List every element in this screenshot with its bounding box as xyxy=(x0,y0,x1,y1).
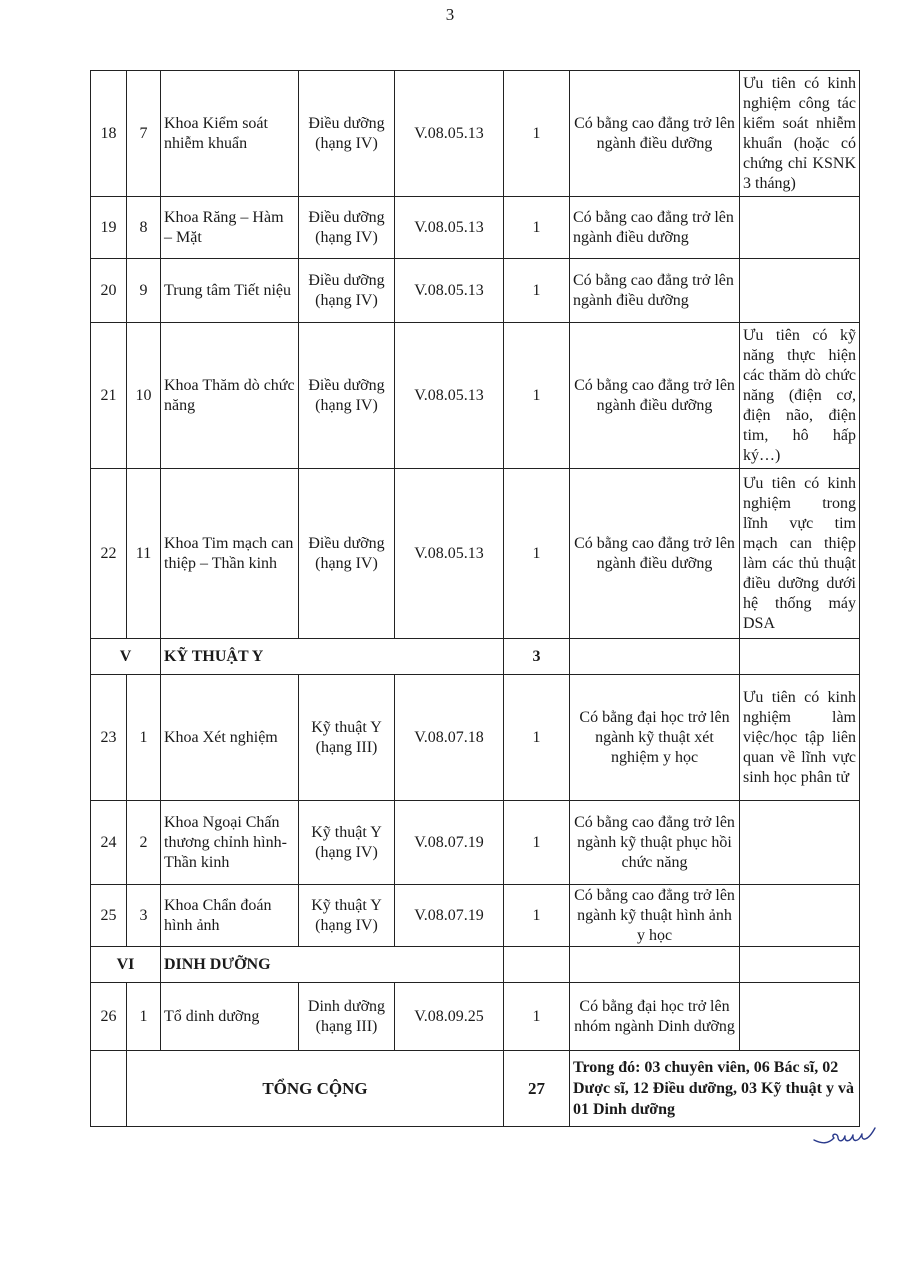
row-quantity: 1 xyxy=(504,983,570,1051)
row-sub-number: 8 xyxy=(127,197,161,259)
row-department: Khoa Răng – Hàm – Mặt xyxy=(161,197,299,259)
row-job-title: Điều dưỡng (hạng IV) xyxy=(299,71,395,197)
empty-cell xyxy=(740,639,860,675)
row-quantity: 1 xyxy=(504,323,570,469)
row-stt: 22 xyxy=(91,469,127,639)
empty-cell xyxy=(570,639,740,675)
row-code: V.08.05.13 xyxy=(395,323,504,469)
row-requirement: Có bằng cao đẳng trở lên ngành điều dưỡng xyxy=(570,323,740,469)
row-code: V.08.07.19 xyxy=(395,885,504,947)
row-stt: 21 xyxy=(91,323,127,469)
row-job-title: Kỹ thuật Y (hạng III) xyxy=(299,675,395,801)
row-requirement: Có bằng cao đẳng trở lên ngành điều dưỡng xyxy=(570,259,740,323)
empty-cell xyxy=(570,947,740,983)
row-quantity: 1 xyxy=(504,885,570,947)
row-quantity: 1 xyxy=(504,197,570,259)
row-code: V.08.05.13 xyxy=(395,197,504,259)
row-sub-number: 9 xyxy=(127,259,161,323)
page-number: 3 xyxy=(445,5,455,24)
row-code: V.08.05.13 xyxy=(395,259,504,323)
section-quantity: 3 xyxy=(504,639,570,675)
row-requirement: Có bằng cao đẳng trở lên ngành điều dưỡng xyxy=(570,197,740,259)
total-quantity: 27 xyxy=(504,1051,570,1127)
row-job-title: Kỹ thuật Y (hạng IV) xyxy=(299,885,395,947)
row-stt: 20 xyxy=(91,259,127,323)
row-note xyxy=(740,801,860,885)
row-note xyxy=(740,983,860,1051)
row-note: Ưu tiên có kỹ năng thực hiện các thăm dò chức năng (điện cơ, điện não, điện tim, hô hấp ký…) xyxy=(740,323,860,469)
section-number: VI xyxy=(91,947,161,983)
row-department: Tổ dinh dưỡng xyxy=(161,983,299,1051)
row-note xyxy=(740,259,860,323)
row-note: Ưu tiên có kinh nghiệm làm việc/học tập liên quan về lĩnh vực sinh học phân tử xyxy=(740,675,860,801)
row-department: Khoa Thăm dò chức năng xyxy=(161,323,299,469)
row-quantity: 1 xyxy=(504,675,570,801)
row-quantity: 1 xyxy=(504,71,570,197)
row-requirement: Có bằng đại học trở lên nhóm ngành Dinh dưỡng xyxy=(570,983,740,1051)
row-quantity: 1 xyxy=(504,469,570,639)
total-row xyxy=(91,1051,860,1127)
row-job-title: Kỹ thuật Y (hạng IV) xyxy=(299,801,395,885)
row-sub-number: 1 xyxy=(127,983,161,1051)
row-requirement: Có bằng cao đẳng trở lên ngành kỹ thuật phục hồi chức năng xyxy=(570,801,740,885)
row-department: Trung tâm Tiết niệu xyxy=(161,259,299,323)
row-note xyxy=(740,885,860,947)
row-code: V.08.05.13 xyxy=(395,71,504,197)
row-department: Khoa Xét nghiệm xyxy=(161,675,299,801)
section-row xyxy=(91,947,860,983)
section-quantity xyxy=(504,947,570,983)
row-stt: 25 xyxy=(91,885,127,947)
table-row xyxy=(91,885,860,947)
row-stt: 19 xyxy=(91,197,127,259)
row-requirement: Có bằng cao đẳng trở lên ngành điều dưỡng xyxy=(570,71,740,197)
row-code: V.08.07.19 xyxy=(395,801,504,885)
table-row xyxy=(91,983,860,1051)
row-requirement: Có bằng cao đẳng trở lên ngành kỹ thuật hình ảnh y học xyxy=(570,885,740,947)
signature-initials xyxy=(812,1124,877,1148)
table-row xyxy=(91,801,860,885)
row-code: V.08.05.13 xyxy=(395,469,504,639)
row-department: Khoa Ngoại Chấn thương chỉnh hình-Thần kinh xyxy=(161,801,299,885)
recruitment-table xyxy=(90,70,860,1127)
row-requirement: Có bằng đại học trở lên ngành kỹ thuật xét nghiệm y học xyxy=(570,675,740,801)
empty-cell xyxy=(91,1051,127,1127)
row-stt: 26 xyxy=(91,983,127,1051)
row-job-title: Điều dưỡng (hạng IV) xyxy=(299,469,395,639)
row-stt: 24 xyxy=(91,801,127,885)
row-sub-number: 3 xyxy=(127,885,161,947)
row-sub-number: 7 xyxy=(127,71,161,197)
row-department: Khoa Kiểm soát nhiễm khuẩn xyxy=(161,71,299,197)
row-note: Ưu tiên có kinh nghiệm trong lĩnh vực tim mạch can thiệp làm các thủ thuật điều dưỡng dưới hệ thống máy DSA xyxy=(740,469,860,639)
row-job-title: Điều dưỡng (hạng IV) xyxy=(299,259,395,323)
row-stt: 23 xyxy=(91,675,127,801)
row-code: V.08.07.18 xyxy=(395,675,504,801)
total-label: TỔNG CỘNG xyxy=(127,1051,504,1127)
section-name: DINH DƯỠNG xyxy=(161,947,504,983)
section-name: KỸ THUẬT Y xyxy=(161,639,504,675)
table-row xyxy=(91,675,860,801)
section-row xyxy=(91,639,860,675)
row-note xyxy=(740,197,860,259)
row-department: Khoa Chẩn đoán hình ảnh xyxy=(161,885,299,947)
section-number: V xyxy=(91,639,161,675)
table-row xyxy=(91,197,860,259)
row-code: V.08.09.25 xyxy=(395,983,504,1051)
row-quantity: 1 xyxy=(504,259,570,323)
row-stt: 18 xyxy=(91,71,127,197)
table-row xyxy=(91,259,860,323)
row-note: Ưu tiên có kinh nghiệm công tác kiểm soát nhiễm khuẩn (hoặc có chứng chỉ KSNK 3 tháng) xyxy=(740,71,860,197)
empty-cell xyxy=(740,947,860,983)
row-job-title: Điều dưỡng (hạng IV) xyxy=(299,323,395,469)
row-sub-number: 1 xyxy=(127,675,161,801)
row-requirement: Có bằng cao đẳng trở lên ngành điều dưỡng xyxy=(570,469,740,639)
row-sub-number: 10 xyxy=(127,323,161,469)
table-row xyxy=(91,71,860,197)
row-department: Khoa Tim mạch can thiệp – Thần kinh xyxy=(161,469,299,639)
total-detail: Trong đó: 03 chuyên viên, 06 Bác sĩ, 02 Dược sĩ, 12 Điều dưỡng, 03 Kỹ thuật y và 01 Dinh dưỡng xyxy=(570,1051,860,1127)
table-row xyxy=(91,469,860,639)
row-quantity: 1 xyxy=(504,801,570,885)
table-row xyxy=(91,323,860,469)
row-sub-number: 2 xyxy=(127,801,161,885)
row-sub-number: 11 xyxy=(127,469,161,639)
row-job-title: Điều dưỡng (hạng IV) xyxy=(299,197,395,259)
row-job-title: Dinh dưỡng (hạng III) xyxy=(299,983,395,1051)
